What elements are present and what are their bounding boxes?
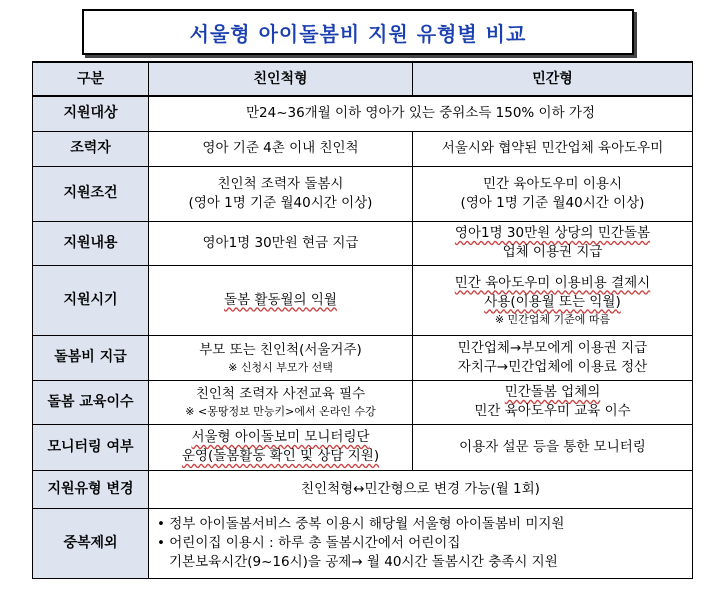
monitoring-relative-line2: 운영(돌봄활동 확인 및 상담 지원) [181, 448, 380, 464]
training-relative-note: ※ <몽땅정보 만능키>에서 온라인 수강 [185, 405, 376, 418]
payment-private-line2: 자치구→민간업체에 이용료 정산 [457, 358, 648, 375]
training-private-line1: 민간돌봄 업체의 [504, 384, 601, 400]
content-private-line1: 영아1명 30만원 상당의 민간돌봄 [454, 225, 651, 241]
row-label: 중복제외 [33, 508, 149, 578]
duplicate-common [149, 508, 693, 578]
row-conditions [33, 166, 693, 221]
row-label: 돌봄 교육이수 [33, 380, 149, 424]
timing-private-line1: 민간 육아도우미 이용비용 결제시 [454, 274, 651, 291]
conditions-private-line1: 민간 육아도우미 이용시 [483, 175, 622, 192]
target-common: 만24~36개월 이하 영아가 있는 중위소득 150% 이하 가정 [149, 96, 693, 131]
row-label: 돌봄비 지급 [33, 335, 149, 380]
row-content [33, 221, 693, 265]
duplicate-bullet-2: • 어린이집 이용시 : 하루 총 돌봄시간에서 어린이집 [157, 534, 461, 551]
page-title: 서울형 아이돌봄비 지원 유형별 비교 [82, 9, 634, 55]
monitoring-relative-line1: 서울형 아이돌보미 모니터링단 [191, 429, 370, 445]
training-relative [149, 380, 413, 424]
content-relative: 영아1명 30만원 현금 지급 [149, 221, 413, 265]
training-private [413, 380, 693, 424]
row-label: 모니터링 여부 [33, 424, 149, 470]
duplicate-bullet-1: • 정부 아이돌봄서비스 중복 이용시 해당월 서울형 아이돌봄비 미지원 [157, 515, 565, 532]
conditions-private [413, 166, 693, 221]
content-private-line2: 업체 이용권 지급 [502, 244, 603, 260]
caregiver-relative: 영아 기준 4촌 이내 친인척 [149, 131, 413, 166]
training-relative-line1: 친인척 조력자 사전교육 필수 [195, 386, 366, 402]
caregiver-private: 서울시와 협약된 민간업체 육아도우미 [413, 131, 693, 166]
timing-relative: 돌봄 활동월의 익월 [149, 265, 413, 335]
monitoring-relative [149, 424, 413, 470]
timing-private-line2: 사용(이용월 또는 익월) [484, 293, 621, 310]
content-private [413, 221, 693, 265]
payment-relative-note: ※ 신청시 부모가 선택 [228, 360, 333, 374]
comparison-table [32, 61, 693, 579]
row-label: 지원대상 [33, 96, 149, 131]
header-relative: 친인척형 [149, 62, 413, 96]
timing-private-note: ※ 민간업체 기준에 따름 [494, 312, 611, 326]
payment-private-line1: 민간업체→부모에게 이용권 지급 [457, 339, 648, 356]
header-private: 민간형 [413, 62, 693, 96]
conditions-relative-line1: 친인척 조력자 돌봄시 [217, 175, 344, 192]
row-monitoring [33, 424, 693, 470]
payment-relative-line1: 부모 또는 친인척(서울거주) [199, 341, 362, 358]
payment-private [413, 335, 693, 380]
training-private-line2: 민간 육아도우미 교육 이수 [474, 403, 631, 419]
conditions-relative-line2: (영아 1명 기준 월40시간 이상) [188, 194, 373, 211]
row-label: 지원유형 변경 [33, 470, 149, 508]
monitoring-private: 이용자 설문 등을 통한 모니터링 [413, 424, 693, 470]
row-caregiver [33, 131, 693, 166]
duplicate-bullet-3: 기본보육시간(9~16시)을 공제→ 월 40시간 돌봄시간 충족시 지원 [169, 553, 558, 570]
row-target [33, 96, 693, 131]
payment-relative [149, 335, 413, 380]
table-header-row [33, 62, 693, 96]
conditions-relative [149, 166, 413, 221]
row-label: 지원조건 [33, 166, 149, 221]
header-category: 구분 [33, 62, 149, 96]
row-timing [33, 265, 693, 335]
row-training [33, 380, 693, 424]
row-payment [33, 335, 693, 380]
row-label: 지원내용 [33, 221, 149, 265]
row-change [33, 470, 693, 508]
row-duplicate [33, 508, 693, 578]
change-common: 친인척형↔민간형으로 변경 가능(월 1회) [149, 470, 693, 508]
row-label: 지원시기 [33, 265, 149, 335]
timing-private [413, 265, 693, 335]
row-label: 조력자 [33, 131, 149, 166]
conditions-private-line2: (영아 1명 기준 월40시간 이상) [460, 194, 645, 211]
